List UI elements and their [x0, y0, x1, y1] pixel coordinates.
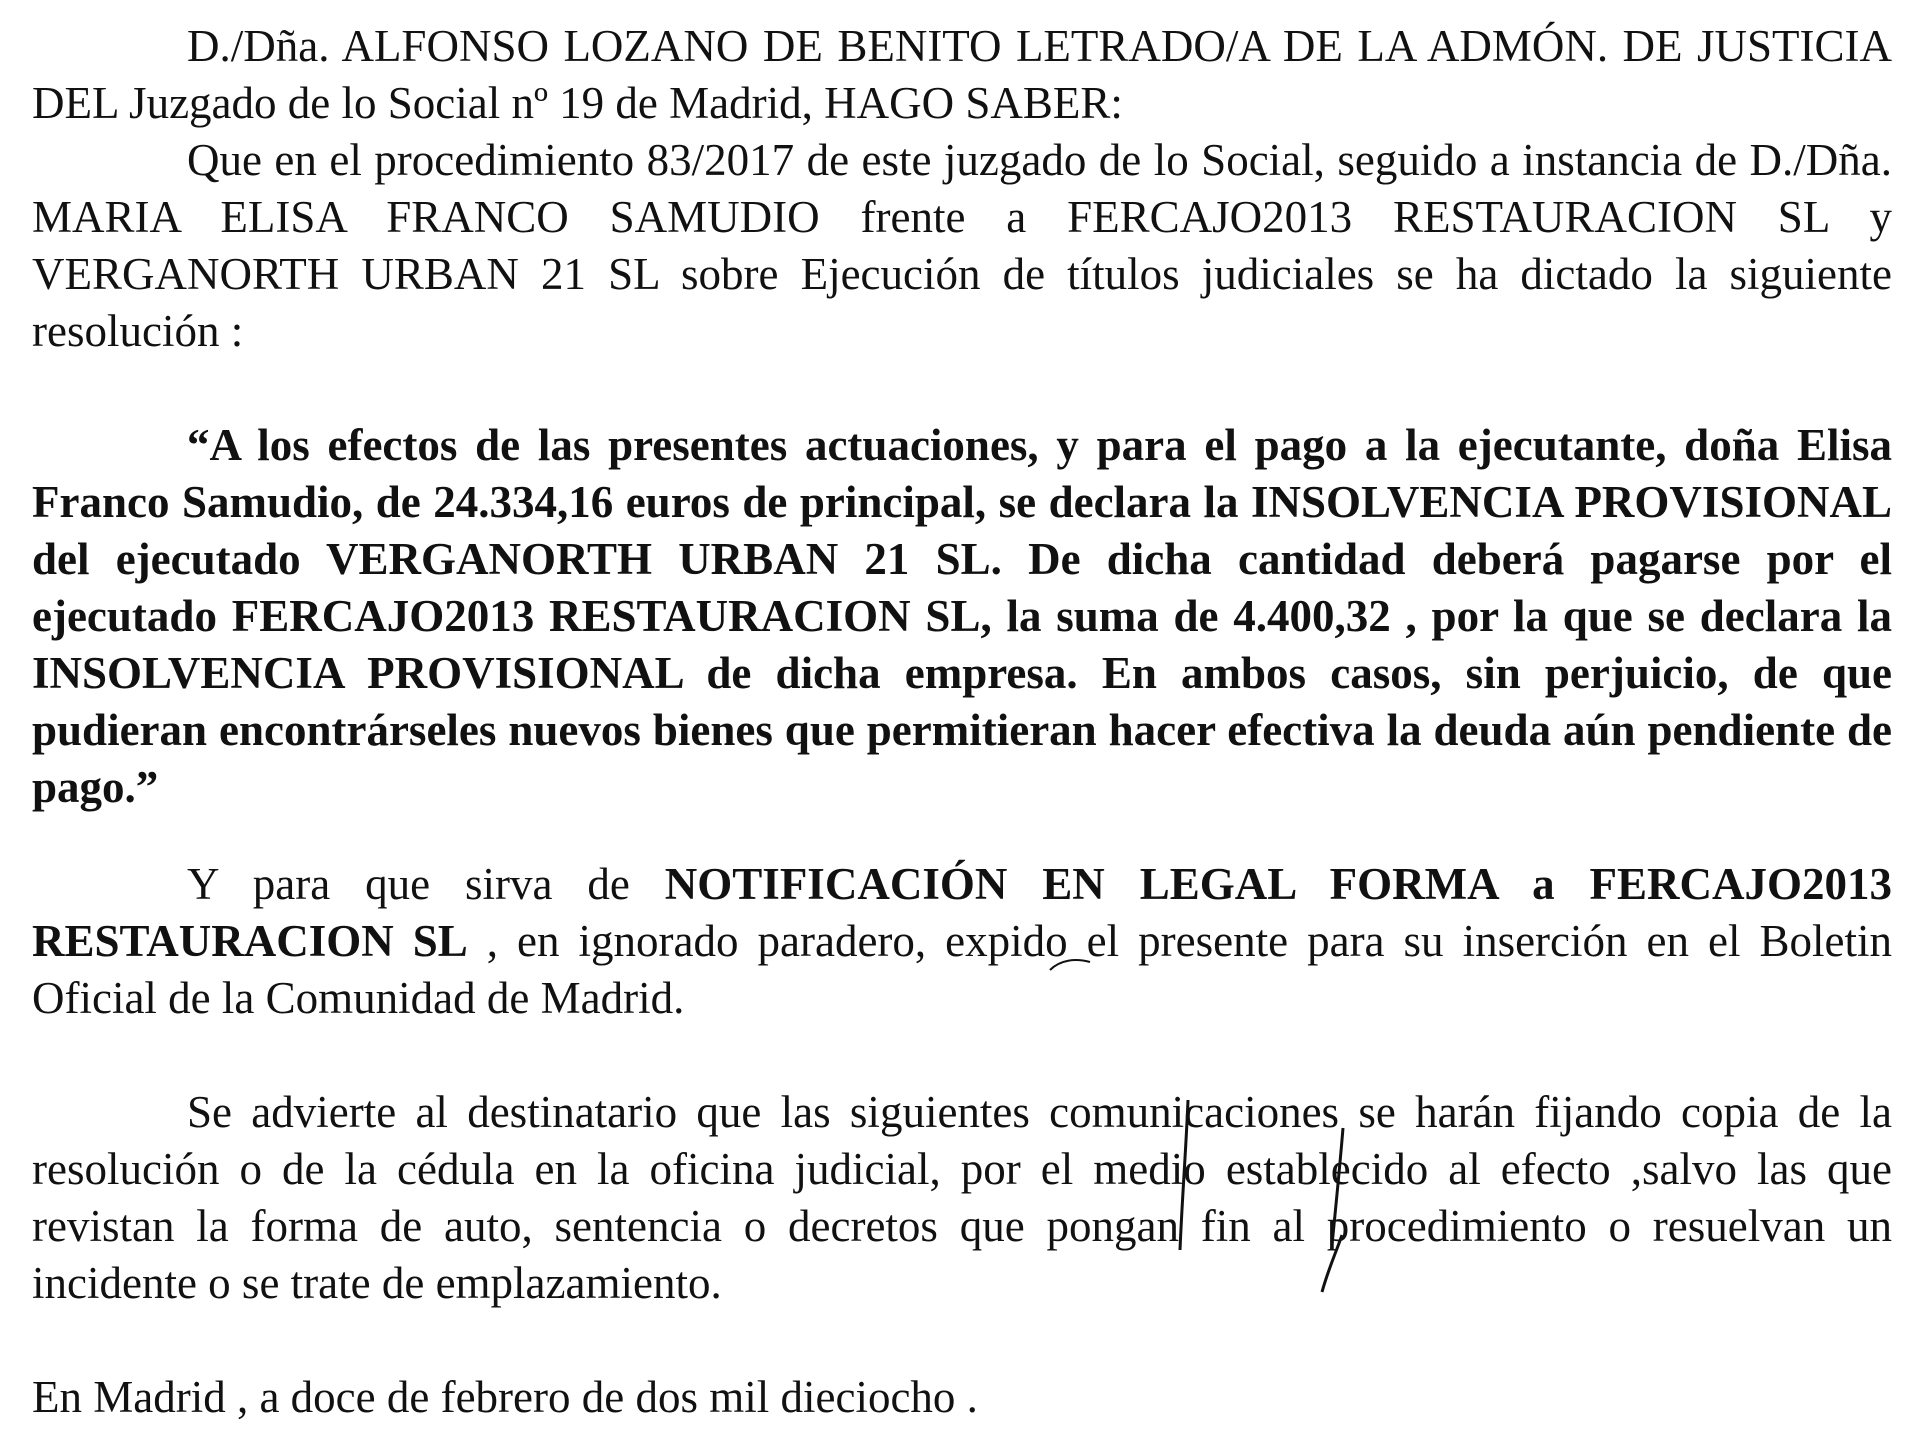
- notification-target: NOTIFICACIÓN EN LEGAL FORMA a FERCAJO2013 RESTAURACION SL: [32, 859, 1892, 966]
- procedure-paragraph: Que en el procedimiento 83/2017 de este juzgado de lo Social, seguido a instancia de D./Dña. MARIA ELISA FRANCO SAMUDIO frente a FERCAJO2013 RESTAURACION SL y VERGANORTH URBAN 21 SL sobre Ejecución de títulos judiciales se ha dictado la siguiente resolución :: [32, 135, 1892, 356]
- notification-lead: Y para que sirva de: [187, 859, 665, 909]
- resolution-quote: “A los efectos de las presentes actuaciones, y para el pago a la ejecutante, doña Elisa Franco Samudio, de 24.334,16 euros de principal, se declara la INSOLVENCIA PROVISIONAL del ejecutado VERGANORTH URBAN 21 SL. De dicha cantidad deberá pagarse por el ejecutado FERCAJO2013 RESTAURACION SL, la suma de 4.400,32 , por la que se declara la INSOLVENCIA PROVISIONAL de dicha empresa. En ambos casos, sin perjuicio, de que pudieran encontrárseles nuevos bienes que permitieran hacer efectiva la deuda aún pendiente de pago.”: [32, 420, 1892, 812]
- notification-tail: , en ignorado paradero, expido el presente para su inserción en el Boletin Oficial de la Comunidad de Madrid.: [32, 916, 1893, 1023]
- heading-paragraph: D./Dña. ALFONSO LOZANO DE BENITO LETRADO/A DE LA ADMÓN. DE JUSTICIA DEL Juzgado de lo Social nº 19 de Madrid, HAGO SABER:: [32, 21, 1892, 128]
- notification-paragraph: [32, 856, 1892, 1027]
- date-line: En Madrid , a doce de febrero de dos mil dieciocho .: [32, 1372, 978, 1422]
- warning-paragraph: Se advierte al destinatario que las siguientes comunicaciones se harán fijando copia de la resolución o de la cédula en la oficina judicial, por el medio establecido al efecto ,salvo las que revistan la forma de auto, sentencia o decretos que pongan fin al procedimiento o resuelvan un incidente o se trate de emplazamiento.: [32, 1087, 1892, 1308]
- document-body: [32, 18, 1892, 1426]
